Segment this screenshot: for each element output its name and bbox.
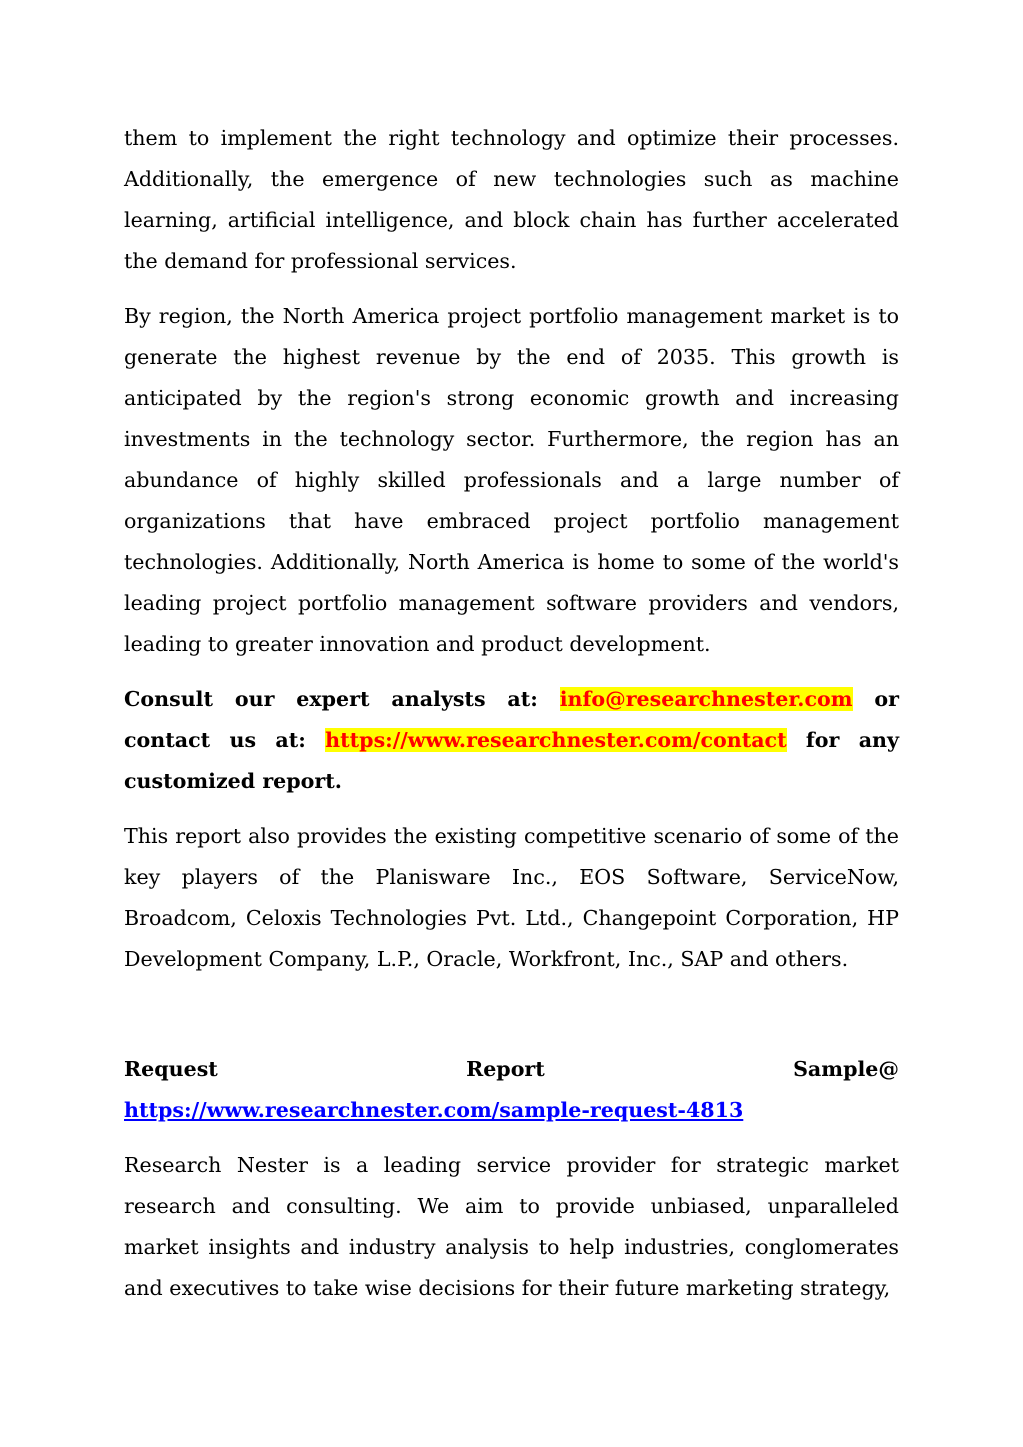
consult-mid-text: or contact us at: bbox=[124, 687, 899, 752]
paragraph-north-america: By region, the North America project portfolio management market is to generate the highest revenue by the end of 2035. This growth is anticipated by the region's strong economic growth and increasing investments in the technology sector. Furthermore, the region has an abundance of highly skilled professionals and a large number of organizations that have embraced project portfolio management technologies. Additionally, North America is home to some of the world's leading project portfolio management software providers and vendors, leading to greater innovation and product development. bbox=[124, 304, 899, 656]
report-word: Report bbox=[466, 1057, 545, 1081]
request-word: Request bbox=[124, 1057, 218, 1081]
email-link[interactable]: info@researchnester.com bbox=[559, 687, 853, 711]
document-page bbox=[124, 118, 899, 1323]
blank-line bbox=[124, 994, 899, 1035]
paragraph-processes: them to implement the right technology and optimize their processes. Additionally, the emergence of new technologies such as machine learning, artificial intelligence, and block chain has further accelerated the demand for professional services. bbox=[124, 126, 899, 273]
consult-lead-text: Consult our expert analysts at: bbox=[124, 687, 560, 711]
request-sample-block bbox=[124, 1049, 899, 1131]
paragraph-about-research-nester: Research Nester is a leading service provider for strategic market research and consulting. We aim to provide unbiased, unparalleled market insights and industry analysis to help industries, conglomerates and executives to take wise decisions for their future marketing strategy, bbox=[124, 1153, 899, 1300]
consult-tail-text: for any customized report. bbox=[124, 728, 899, 793]
request-sample-heading bbox=[124, 1049, 899, 1090]
paragraph-key-players: This report also provides the existing competitive scenario of some of the key players of the Planisware Inc., EOS Software, ServiceNow, Broadcom, Celoxis Technologies Pvt. Ltd., Changepoint Corporation, HP Development Company, L.P., Oracle, Workfront, Inc., SAP and others. bbox=[124, 824, 899, 971]
sample-word: Sample@ bbox=[793, 1057, 899, 1081]
sample-request-link[interactable]: https://www.researchnester.com/sample-request-4813 bbox=[124, 1098, 744, 1122]
paragraph-consult bbox=[124, 679, 899, 802]
contact-url-link[interactable]: https://www.researchnester.com/contact bbox=[325, 728, 787, 752]
